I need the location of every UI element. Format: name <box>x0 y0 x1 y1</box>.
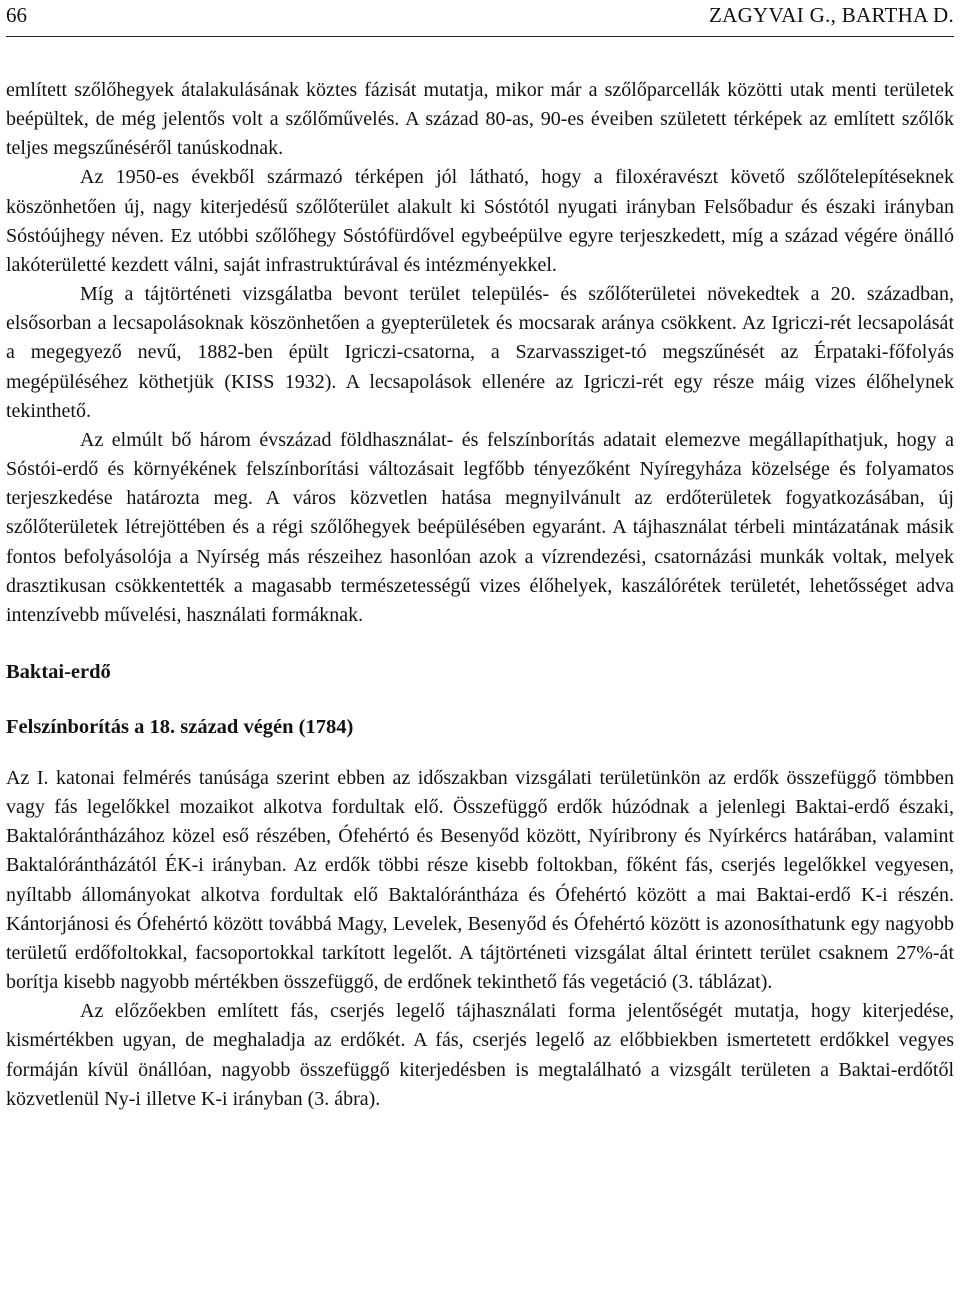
subsection-heading: Felszínborítás a 18. század végén (1784) <box>6 715 354 738</box>
page-body <box>6 76 954 1114</box>
section-heading: Baktai-erdő <box>6 660 111 683</box>
page-number: 66 <box>6 3 27 27</box>
paragraph: Az elmúlt bő három évszázad földhasználat- és felszínborítás adatait elemezve megállapíthatjuk, hogy a Sóstói-erdő és környékének felszínborítási változásait legfőbb tényezőként Nyíregyháza közelsége és folyamatos terjeszkedése határozta meg. A város közvetlen hatása megnyilvánult az erdőterületek fogyatkozásában, új szőlőterületek létrejöttében és a régi szőlőhegyek beépülésében egyaránt. A tájhasználat térbeli mintázatának másik fontos befolyásolója a Nyírség más részeihez hasonlóan azok a vízrendezési, csatornázási munkák voltak, melyek drasztikusan csökkentették a magasabb természetességű vizes élőhelyek, kaszálórétek területét, lehetősséget adva intenzívebb művelési, használati formáknak. <box>6 428 954 626</box>
page-header <box>6 0 954 37</box>
paragraph: Az előzőekben említett fás, cserjés legelő tájhasználati forma jelentőségét mutatja, hogy kiterjedése, kismértékben ugyan, de meghaladja az erdőkét. A fás, cserjés legelő az előbbiekben ismertetett erdőkkel vegyes formáján kívül önállóan, nagyobb összefüggő kiterjedésben is megtalálható a vizsgált területen a Baktai-erdőtől közvetlenül Ny-i illetve K-i irányban (3. ábra). <box>6 1000 954 1110</box>
running-head: ZAGYVAI G., BARTHA D. <box>709 3 954 27</box>
paragraph: Az I. katonai felmérés tanúsága szerint ebben az időszakban vizsgálati területünkön az erdők összefüggő tömbben vagy fás legelőkkel mozaikot alkotva fordultak elő. Összefüggő erdők húzódnak a jelenlegi Baktai-erdő északi, Baktalórántházához közel eső részében, Ófehértó és Besenyőd között, Nyíribrony és Nyírkércs határában, valamint Baktalórántházától ÉK-i irányban. Az erdők többi része kisebb foltokban, főként fás, cserjés legelőkkel vegyesen, nyíltabb állományokat alkotva fordultak elő Baktalórántháza és Ófehértó között a mai Baktai-erdő K-i részén. Kántorjánosi és Ófehértó között továbbá Magy, Levelek, Besenyőd és Ófehértó között is azonosíthatunk egy nagyobb területű erdőfoltokkal, facsoportokkal tarkított legelőt. A tájtörténeti vizsgálat által érintett terület csaknem 27%-át borítja kisebb nagyobb mértékben összefüggő, de erdőnek tekinthető fás vegetáció (3. táblázat). <box>6 766 954 994</box>
paragraph-continued: említett szőlőhegyek átalakulásának köztes fázisát mutatja, mikor már a szőlőparcellák közötti utak menti területek beépültek, de még jelentős volt a szőlőművelés. A század 80-as, 90-es éveiben született térképek az említett szőlők teljes megszűnéséről tanúskodnak. <box>6 79 954 160</box>
paragraph: Az 1950-es évekből származó térképen jól látható, hogy a filoxéravészt követő szőlőtelepítéseknek köszönhetően új, nagy kiterjedésű szőlőterület alakult ki Sóstótól nyugati irányban Felsőbadur és északi irányban Sóstóújhegy néven. Ez utóbbi szőlőhegy Sóstófürdővel egybeépülve egyre terjeszkedett, míg a század végére önálló lakóterületté kezdett válni, saját infrastruktúrával és intézményekkel. <box>6 166 954 276</box>
paragraph: Míg a tájtörténeti vizsgálatba bevont terület település- és szőlőterületei növekedtek a 20. században, elsősorban a lecsapolásoknak köszönhetően a gyepterületek és mocsarak aránya csökkent. Az Igriczi-rét lecsapolását a megegyező nevű, 1882-ben épült Igriczi-csatorna, a Szarvassziget-tó megszűnését az Érpataki-főfolyás megépüléséhez köthetjük (KISS 1932). A lecsapolások ellenére az Igriczi-rét egy része máig vizes élőhelynek tekinthető. <box>6 283 954 422</box>
